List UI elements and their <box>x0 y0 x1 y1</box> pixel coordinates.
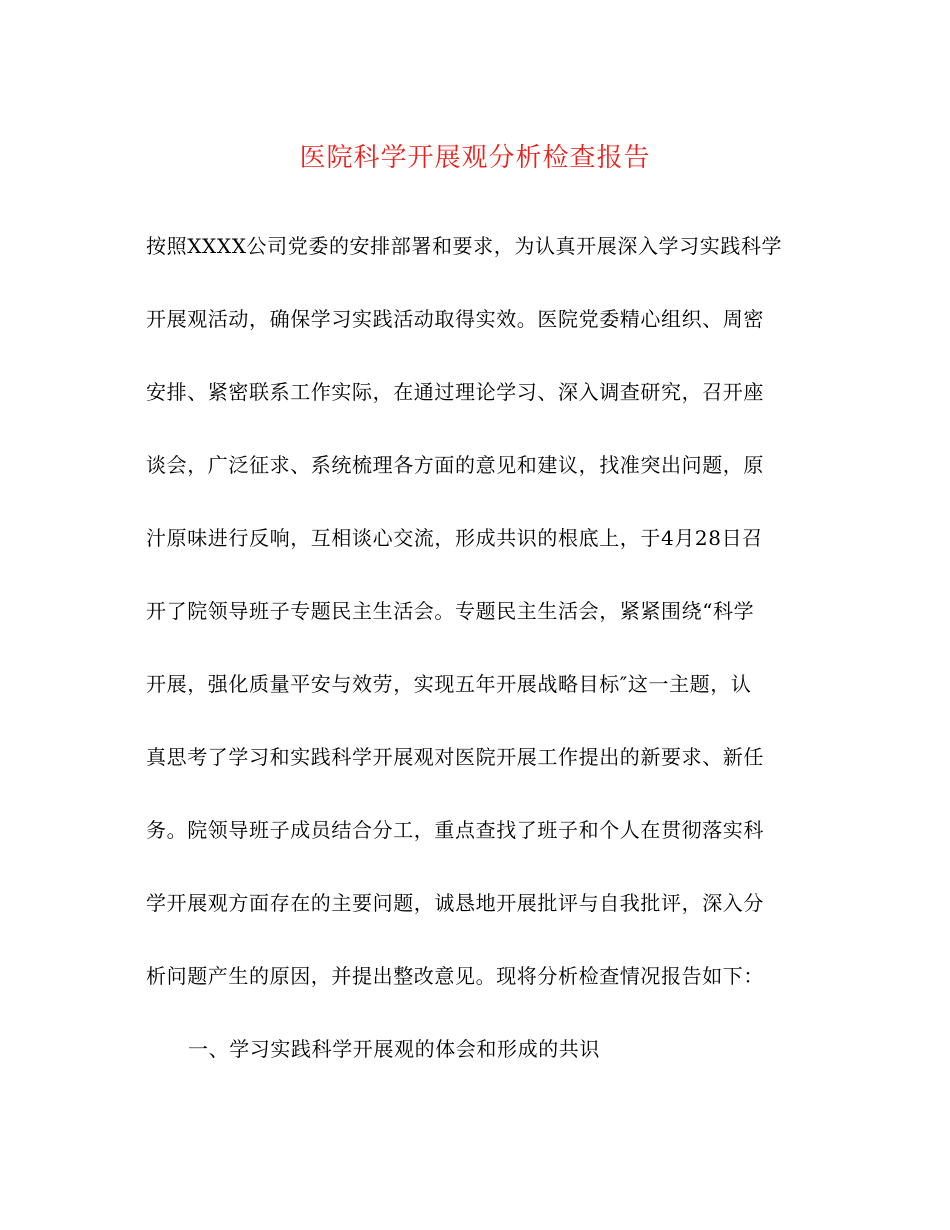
body-line: 谈会，广泛征求、系统梳理各方面的意见和建议，找准突出问题，原 <box>146 453 764 477</box>
body-line: 开了院领导班子专题民主生活会。专题民主生活会，紧紧围绕“科学 <box>146 599 755 623</box>
body-line: 真思考了学习和实践科学开展观对医院开展工作提出的新要求、新任 <box>146 745 764 769</box>
body-line: 按照XXXX公司党委的安排部署和要求，为认真开展深入学习实践科学 <box>146 234 783 258</box>
body-line: 学开展观方面存在的主要问题，诚恳地开展批评与自我批评，深入分 <box>146 891 764 915</box>
body-line: 务。院领导班子成员结合分工，重点查找了班子和个人在贯彻落实科 <box>146 818 764 842</box>
section-heading: 一、学习实践科学开展观的体会和形成的共识 <box>188 1037 600 1061</box>
body-line: 汁原味进行反响，互相谈心交流，形成共识的根底上，于4月28日召 <box>146 526 763 550</box>
document-title: 医院科学开展观分析检查报告 <box>299 143 651 173</box>
body-line: 析问题产生的原因，并提出整改意见。现将分析检查情况报告如下： <box>146 964 764 988</box>
body-line: 开展，强化质量平安与效劳，实现五年开展战略目标″这一主题，认 <box>146 672 752 696</box>
body-line: 开展观活动，确保学习实践活动取得实效。医院党委精心组织、周密 <box>146 307 764 331</box>
body-line: 安排、紧密联系工作实际，在通过理论学习、深入调查研究，召开座 <box>146 380 764 404</box>
